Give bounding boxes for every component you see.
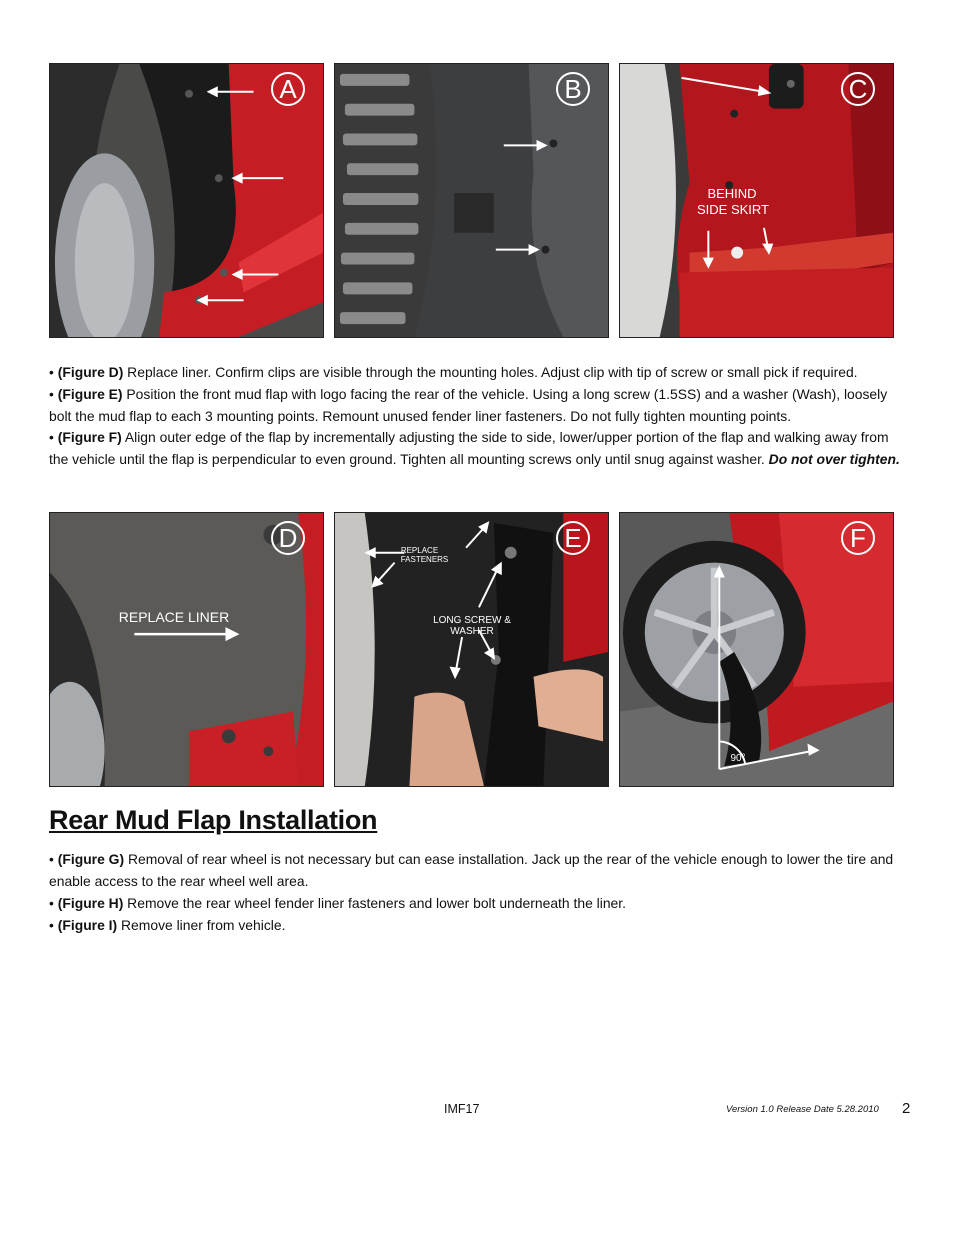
figure-d-letter: D	[271, 521, 305, 555]
instruction-text: Removal of rear wheel is not necessary but can ease installation. Jack up the rear of the vehicle enough to lower the tire and enable access to the rear wheel well area.	[49, 851, 894, 889]
figure-ref: (Figure F)	[57, 429, 122, 446]
figure-e-letter: E	[556, 521, 590, 555]
instruction-figure-h	[49, 893, 909, 915]
bullet: •	[49, 385, 54, 402]
instruction-figure-d	[49, 362, 909, 384]
figure-ref: (Figure G)	[57, 851, 125, 867]
page-number: 2	[902, 1100, 911, 1117]
footer-product-code: IMF17	[444, 1102, 480, 1116]
figure-d-photo	[49, 512, 324, 787]
figure-f-photo	[619, 512, 894, 787]
figure-c-photo	[619, 63, 894, 338]
bullet: •	[49, 917, 54, 934]
figure-ref: (Figure D)	[57, 364, 124, 380]
instruction-text: Remove the rear wheel fender liner fasteners and lower bolt underneath the liner.	[123, 894, 627, 911]
replace-liner-label: REPLACE LINER	[118, 609, 230, 625]
figure-a-photo	[49, 63, 324, 338]
figure-c-letter: C	[841, 72, 875, 106]
bullet: •	[49, 429, 54, 446]
bullet: •	[49, 851, 54, 867]
instruction-text: Replace liner. Confirm clips are visible through the mounting holes. Adjust clip with tip of screw or small pick if required.	[123, 364, 858, 380]
instruction-figure-g	[49, 849, 909, 893]
figure-e-photo	[334, 512, 609, 787]
figure-ref: (Figure E)	[57, 385, 123, 402]
rear-instructions	[49, 849, 909, 937]
instruction-figure-f	[49, 427, 909, 471]
bullet: •	[49, 894, 54, 911]
figure-ref: (Figure H)	[57, 894, 124, 911]
figure-b-photo	[334, 63, 609, 338]
warning-emphasis: Do not over tighten.	[768, 451, 900, 468]
section-title: Rear Mud Flap Installation	[49, 805, 378, 835]
figure-f-letter: F	[841, 521, 875, 555]
side-skirt-label: SIDE SKIRT	[696, 202, 769, 217]
instruction-text: Remove liner from vehicle.	[117, 917, 286, 934]
bullet: •	[49, 364, 54, 380]
instruction-figure-e	[49, 384, 909, 428]
footer-version: Version 1.0 Release Date 5.28.2010	[726, 1104, 879, 1115]
front-instructions	[49, 362, 909, 471]
washer-label: WASHER	[450, 626, 494, 637]
figure-a-letter: A	[271, 72, 305, 106]
behind-label: BEHIND	[707, 186, 757, 201]
instruction-text: Align outer edge of the flap by incrementally adjusting the side to side, lower/upper portion of the flap and walking away from the vehicle until the flap is perpendicular to even ground. Tighten all mounting screws only until snug against washer.	[49, 429, 889, 468]
figure-ref: (Figure I)	[57, 917, 118, 934]
figure-b-letter: B	[556, 72, 590, 106]
instruction-figure-i	[49, 915, 909, 937]
instruction-text: Position the front mud flap with logo facing the rear of the vehicle. Using a long screw (1.5SS) and a washer (Wash), loosely bolt the mud flap to each 3 mounting points. Remount unused fender liner fasteners. Do not fully tighten mounting points.	[49, 385, 888, 424]
ninety-degree-label: 90°	[730, 753, 746, 764]
long-screw-label: LONG SCREW &	[433, 615, 511, 626]
fasteners-label: FASTENERS	[400, 555, 449, 564]
replace-label: REPLACE	[400, 546, 439, 555]
